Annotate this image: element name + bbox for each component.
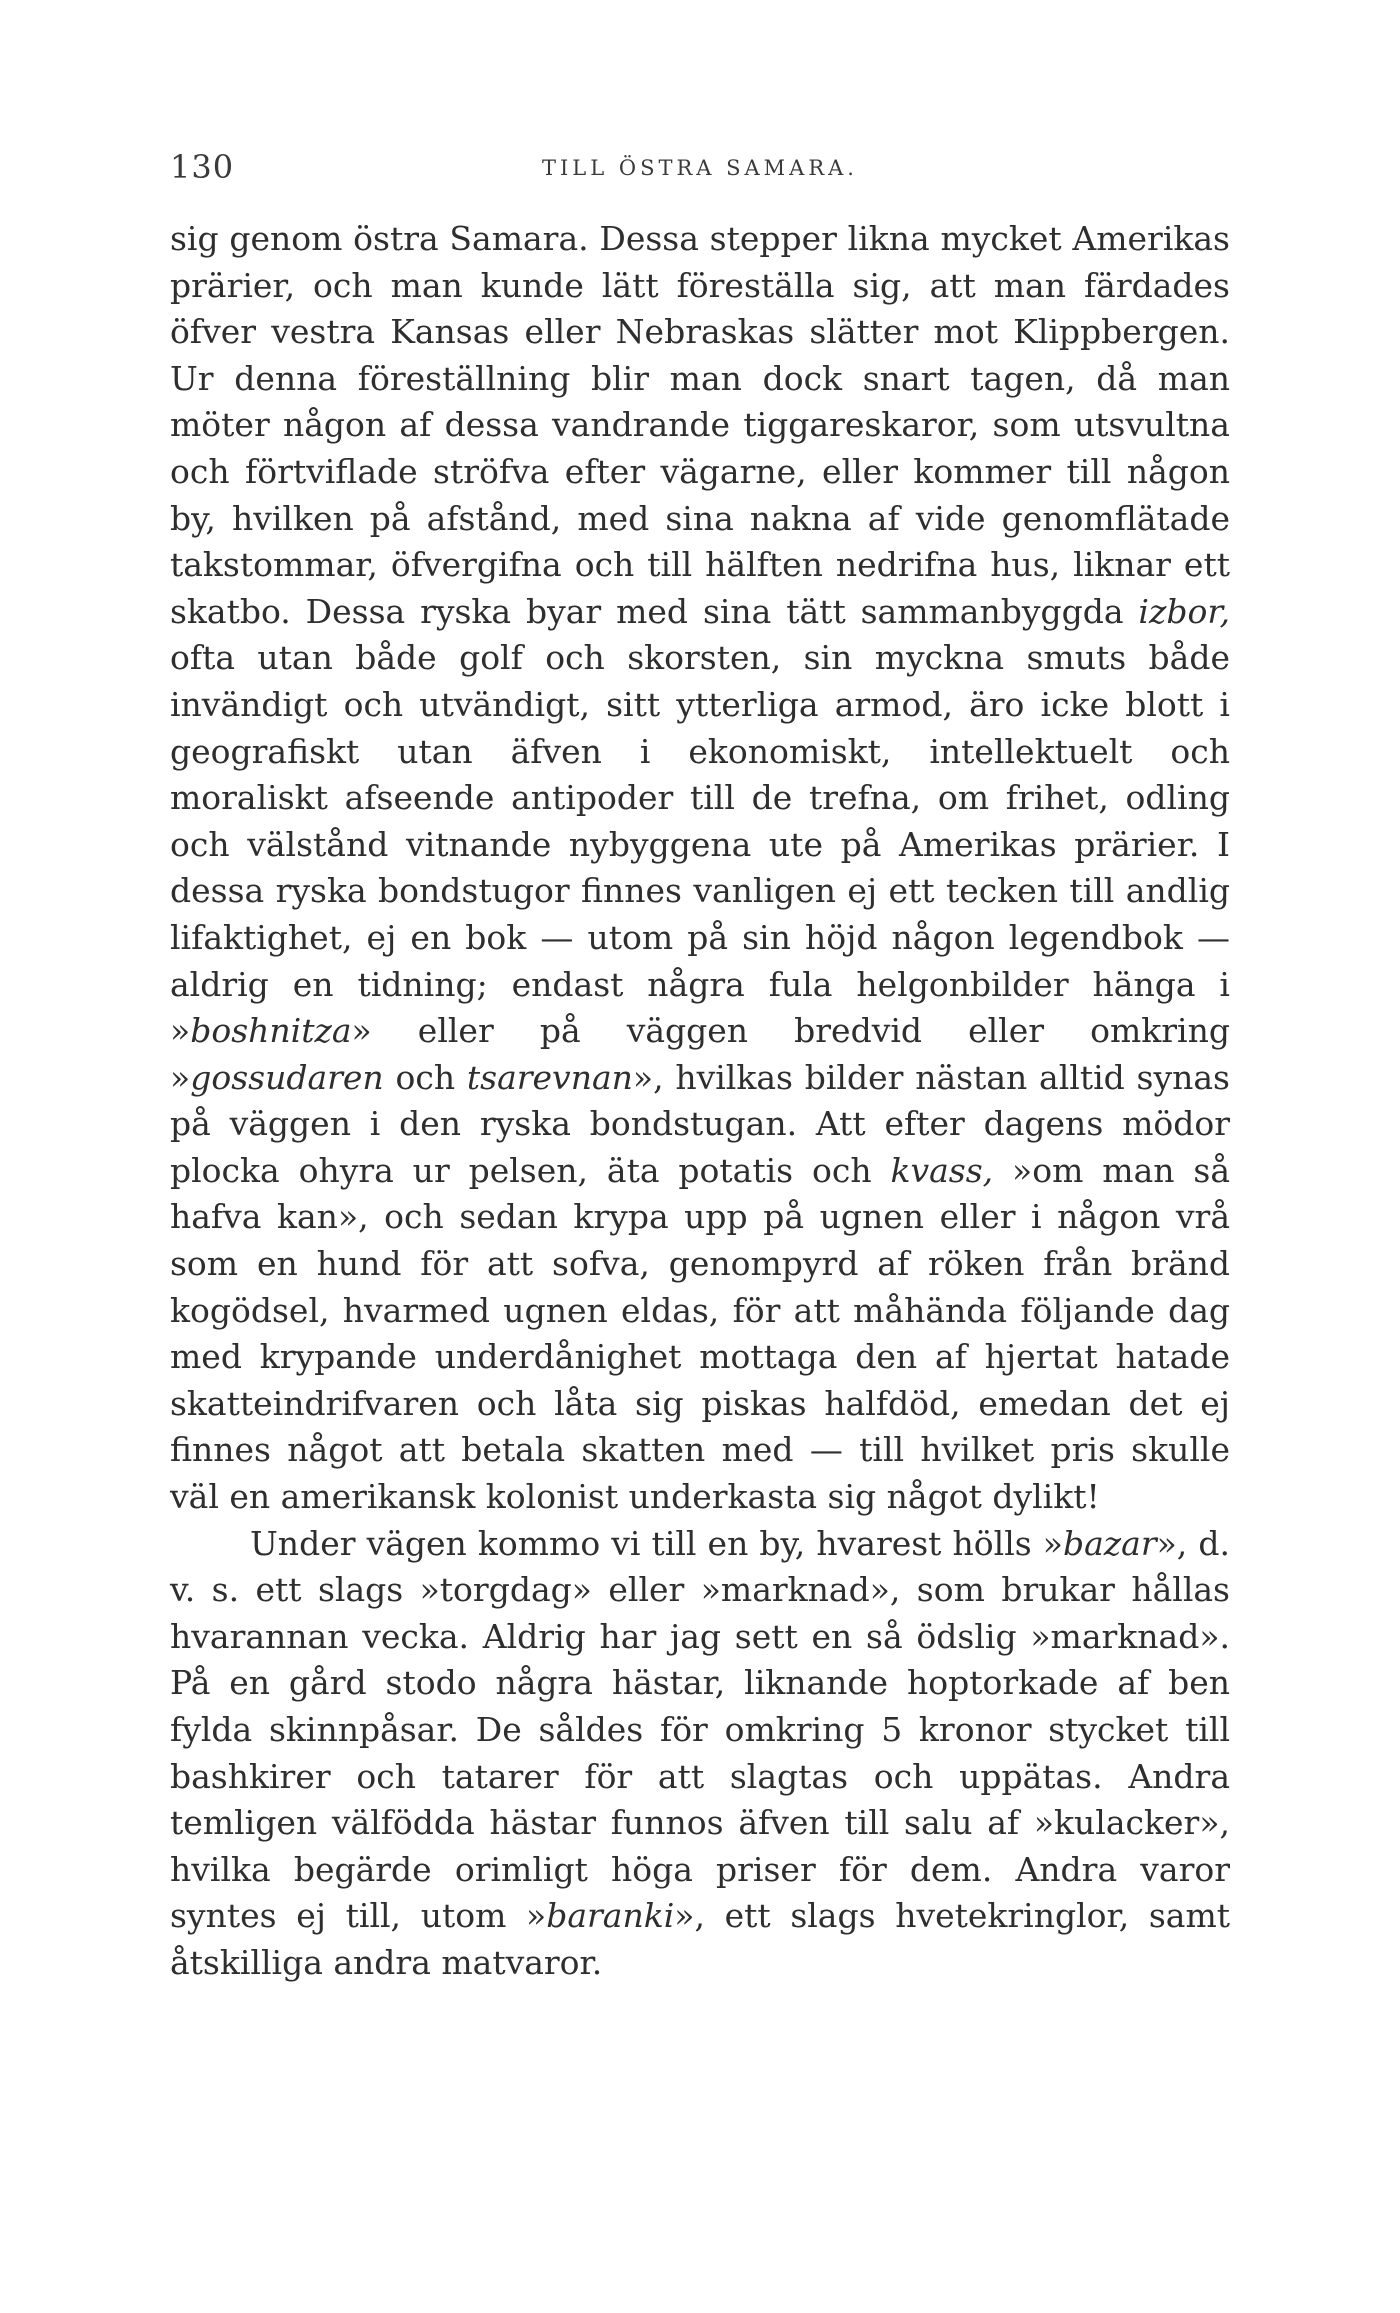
italic-term-izbor: izbor,: [1138, 591, 1230, 631]
paragraph-1-text-4: och: [383, 1057, 467, 1097]
body-text: [170, 216, 1230, 1987]
italic-term-bazar: bazar: [1062, 1523, 1157, 1563]
italic-term-boshnitza: boshnitza: [190, 1011, 352, 1051]
paragraph-1-text-1: sig genom östra Samara. Dessa stepper likna mycket Amerikas prärier, och man kunde lätt föreställa sig, att man färdades öfver vestra Kansas eller Nebraskas slätter mot Klippbergen. Ur denna föreställning blir man dock snart tagen, då man möter någon af dessa vandrande tiggareskaror, som utsvultna och förtviflade ströfva efter vägarne, eller kommer till någon by, hvilken på afstånd, med sina nakna af vide genomflätade takstommar, öfvergifna och till hälften nedrifna hus, liknar ett skatbo. Dessa ryska byar med sina tätt sammanbyggda: [170, 219, 1230, 631]
italic-term-baranki: baranki: [546, 1896, 675, 1936]
page-header: [170, 148, 1230, 188]
paragraph-2-text-2: », d. v. s. ett slags »torgdag» eller »marknad», som brukar hållas hvarannan vecka. Aldrig har jag sett en så ödslig »marknad». På en gård stodo några hästar, liknande hoptorkade af ben fylda skinnpåsar. De såldes för omkring 5 kronor stycket till bashkirer och tatarer för att slagtas och uppätas. Andra temligen välfödda hästar funnos äfven till salu af »kulacker», hvilka begärde orimligt höga priser för dem. Andra varor syntes ej till, utom »: [170, 1523, 1230, 1936]
paragraph-2-text-1: Under vägen kommo vi till en by, hvarest hölls »: [250, 1523, 1063, 1563]
paragraph-2: [170, 1521, 1230, 1987]
paragraph-1-text-2: ofta utan både golf och skorsten, sin myckna smuts både invändigt och utvändigt, sitt ytterliga armod, äro icke blott i geografiskt utan äfven i ekonomiskt, intellektuelt och moraliskt afseende antipoder till de trefna, om frihet, odling och välstånd vitnande nybyggena ute på Amerikas prärier. I dessa ryska bondstugor finnes vanligen ej ett tecken till andlig lifaktighet, ej en bok — utom på sin höjd någon legendbok — aldrig en tidning; endast några fula helgonbilder hänga i »: [170, 638, 1230, 1051]
italic-term-tsarevnan: tsarevnan: [466, 1057, 633, 1097]
italic-term-kvass: kvass,: [890, 1150, 994, 1190]
paragraph-1-text-3: » eller på väggen bredvid eller omkring »: [170, 1011, 1230, 1097]
paragraph-1-text-6: »om man så hafva kan», och sedan krypa upp på ugnen eller i någon vrå som en hund för att sofva, genompyrd af röken från bränd kogödsel, hvarmed ugnen eldas, för att måhända följande dag med krypande underdånighet mottaga den af hjertat hatade skatteindrifvaren och låta sig piskas halfdöd, emedan det ej finnes något att betala skatten med — till hvilket pris skulle väl en amerikansk kolonist underkasta sig något dylikt!: [170, 1150, 1230, 1517]
page-number: 130: [170, 148, 235, 186]
italic-term-gossudaren: gossudaren: [190, 1057, 384, 1097]
paragraph-2-text-3: », ett slags hvetekringlor, samt åtskilliga andra matvaror.: [170, 1896, 1230, 1982]
paragraph-1: [170, 216, 1230, 1521]
paragraph-1-text-5: », hvilkas bilder nästan alltid synas på väggen i den ryska bondstugan. Att efter dagens mödor plocka ohyra ur pelsen, äta potatis och: [170, 1057, 1230, 1190]
running-head: TILL ÖSTRA SAMARA.: [541, 156, 858, 180]
